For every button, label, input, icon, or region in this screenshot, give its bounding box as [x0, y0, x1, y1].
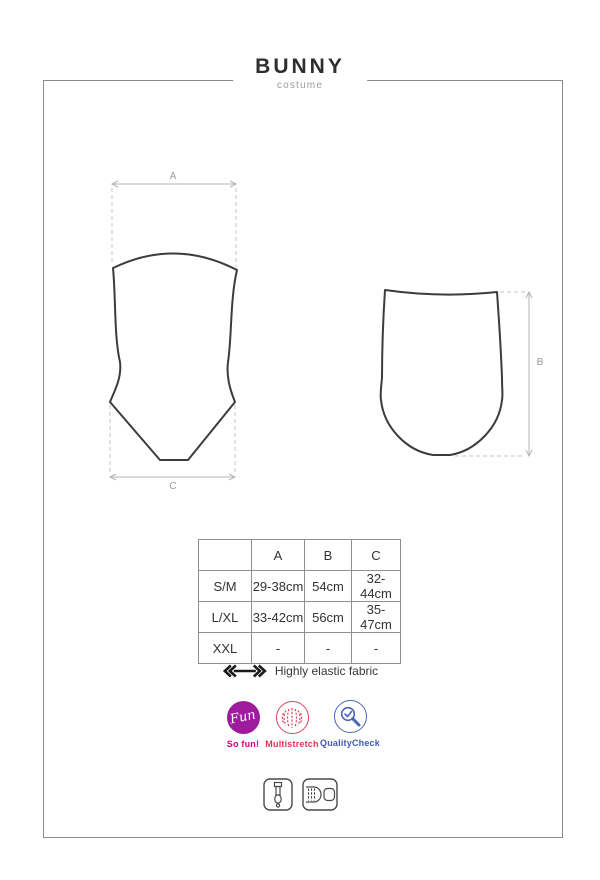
- value-cell: 33-42cm: [252, 602, 305, 633]
- magnifier-check-icon: [337, 704, 363, 730]
- table-row-xxl: [199, 633, 401, 664]
- header-cell-a: A: [252, 540, 305, 571]
- stretch-arrow-icon: [222, 664, 268, 678]
- multistretch-icon: [276, 701, 309, 734]
- header-cell-empty: [199, 540, 252, 571]
- size-cell: XXL: [199, 633, 252, 664]
- badge-quality-check: [313, 700, 387, 748]
- table-header-row: [199, 540, 401, 571]
- dimension-b-label: B: [536, 357, 544, 368]
- value-cell: 32-44cm: [352, 571, 401, 602]
- header: [233, 54, 367, 92]
- page-title: BUNNY: [255, 55, 345, 78]
- value-cell: -: [305, 633, 352, 664]
- value-cell: 56cm: [305, 602, 352, 633]
- elastic-fabric-note: [222, 664, 378, 678]
- page-subtitle: costume: [276, 80, 324, 91]
- elastic-fabric-label: Highly elastic fabric: [274, 664, 379, 678]
- quality-check-icon: [334, 700, 367, 733]
- hook-and-eye-closure-icon: [302, 778, 338, 811]
- multistretch-burst-icon: [280, 706, 304, 730]
- size-table: [198, 539, 401, 664]
- table-row-lxl: [199, 602, 401, 633]
- value-cell: 29-38cm: [252, 571, 305, 602]
- badge-multistretch-label: Multistretch: [265, 739, 319, 749]
- badge-so-fun-label: So fun!: [226, 739, 260, 749]
- fun-icon-text: Fun: [228, 707, 258, 728]
- table-row-sm: [199, 571, 401, 602]
- garter-strap-icon: [263, 778, 293, 811]
- dimension-a-label: A: [169, 171, 177, 182]
- value-cell: 35-47cm: [352, 602, 401, 633]
- dimension-c-label: C: [169, 481, 177, 492]
- header-cell-b: B: [305, 540, 352, 571]
- value-cell: -: [252, 633, 305, 664]
- value-cell: 54cm: [305, 571, 352, 602]
- badge-quality-check-label: QualityCheck: [320, 738, 380, 748]
- size-cell: S/M: [199, 571, 252, 602]
- care-icons-row: [0, 778, 600, 811]
- size-cell: L/XL: [199, 602, 252, 633]
- header-cell-c: C: [352, 540, 401, 571]
- value-cell: -: [352, 633, 401, 664]
